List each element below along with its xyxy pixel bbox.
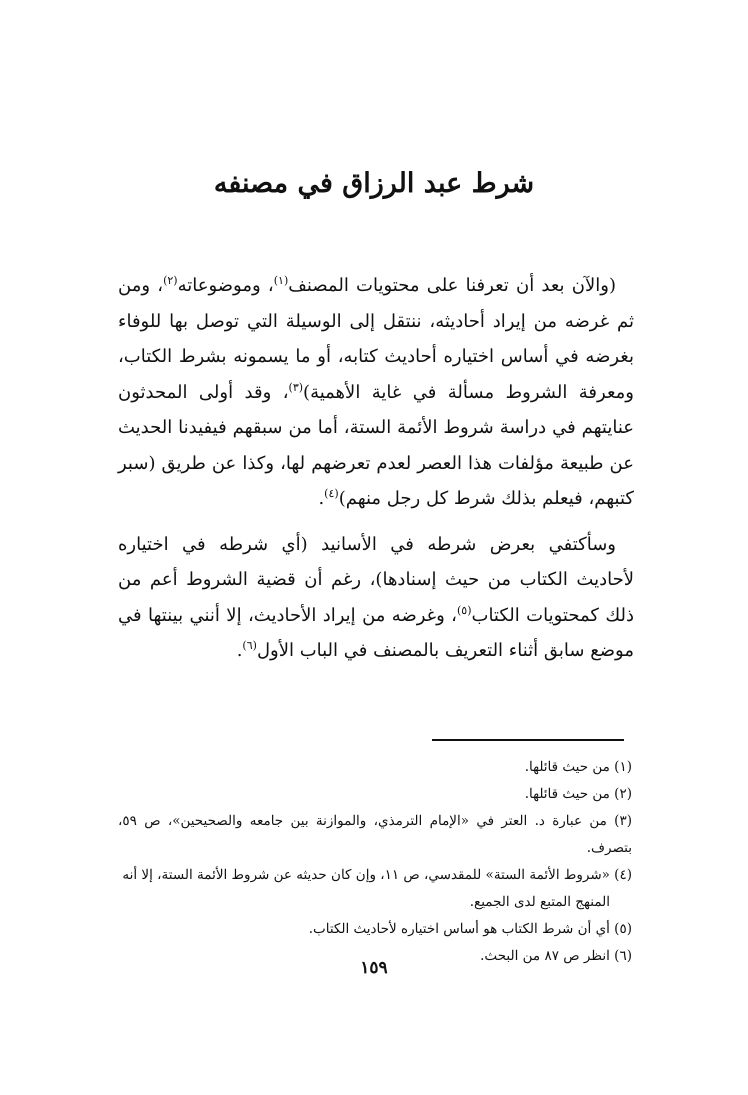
page-number: ١٥٩	[360, 958, 388, 978]
footnotes-section	[118, 754, 632, 970]
footnote-separator	[432, 739, 624, 741]
paragraph-2-text-1: وسأكتفي بعرض شرطه في الأسانيد (أي شرطه في اختياره لأحاديث الكتاب من حيث إسنادها)، رغم أن قضية الشروط أعم من ذلك كمحتويات الكتاب	[118, 533, 634, 626]
paragraph-1-text-2: ، وموضوعاته	[177, 275, 274, 296]
paragraph-1-text-5: .	[318, 488, 325, 509]
footnote-ref-6[interactable]: (٦)	[242, 639, 257, 652]
footnote-4-continuation: المنهج المتبع لدى الجميع.	[469, 894, 610, 910]
footnote-6: (٦) انظر ص ٨٧ من البحث.	[480, 948, 632, 964]
footnote-ref-3[interactable]: (٣)	[288, 380, 304, 394]
chapter-title: شرط عبد الرزاق في مصنفه	[213, 168, 535, 199]
footnote-ref-1[interactable]: (١)	[273, 274, 289, 287]
paragraph-1-text-3: ، ومن ثم غرضه من إيراد أحاديثه، ننتقل إلى الوسيلة التي توصل بها للوفاء بغرضه في أساس اختياره أحاديث كتابه، أو ما يسمونه بشرط الكتاب، ومعرفة الشروط مسألة في غاية الأهمية)	[118, 275, 634, 403]
footnote-ref-4[interactable]: (٤)	[324, 487, 339, 500]
footnote-5: (٥) أي أن شرط الكتاب هو أساس اختياره لأحاديث الكتاب.	[308, 921, 632, 937]
paragraph-2-text-3: .	[236, 640, 243, 661]
paragraph-1-text-4: ، وقد أولى المحدثون عنايتهم في دراسة شروط الأئمة الستة، أما من سبقهم فيفيدنا الحديث عن طبيعة مؤلفات هذا العصر لعدم تعرضهم لها، وكذا عن طريق (سبر كتبهم، فيعلم بذلك شرط كل رجل منهم)	[118, 381, 634, 509]
footnote-ref-2[interactable]: (٢)	[163, 274, 178, 287]
main-text	[118, 268, 634, 669]
footnote-2: (٢) من حيث قائلها.	[524, 786, 632, 802]
paragraph-1	[118, 268, 634, 517]
footnote-4: (٤) «شروط الأئمة الستة» للمقدسي، ص ١١، وإن كان حديثه عن شروط الأئمة الستة، إلا أنه	[122, 867, 632, 883]
paragraph-2	[118, 527, 634, 669]
paragraph-2-text-2: ، وغرضه من إيراد الأحاديث، إلا أنني بينتها في موضع سابق أثناء التعريف بالمصنف في الباب الأول	[118, 604, 634, 661]
footnote-ref-5[interactable]: (٥)	[456, 603, 472, 617]
paragraph-1-text-1: (والآن بعد أن تعرفنا على محتويات المصنف	[288, 275, 616, 296]
footnote-3: (٣) من عبارة د. العتر في «الإمام الترمذي، والموازنة بين جامعه والصحيحين»، ص ٥٩، بتصرف.	[118, 813, 632, 856]
footnote-1: (١) من حيث قائلها.	[524, 759, 632, 775]
